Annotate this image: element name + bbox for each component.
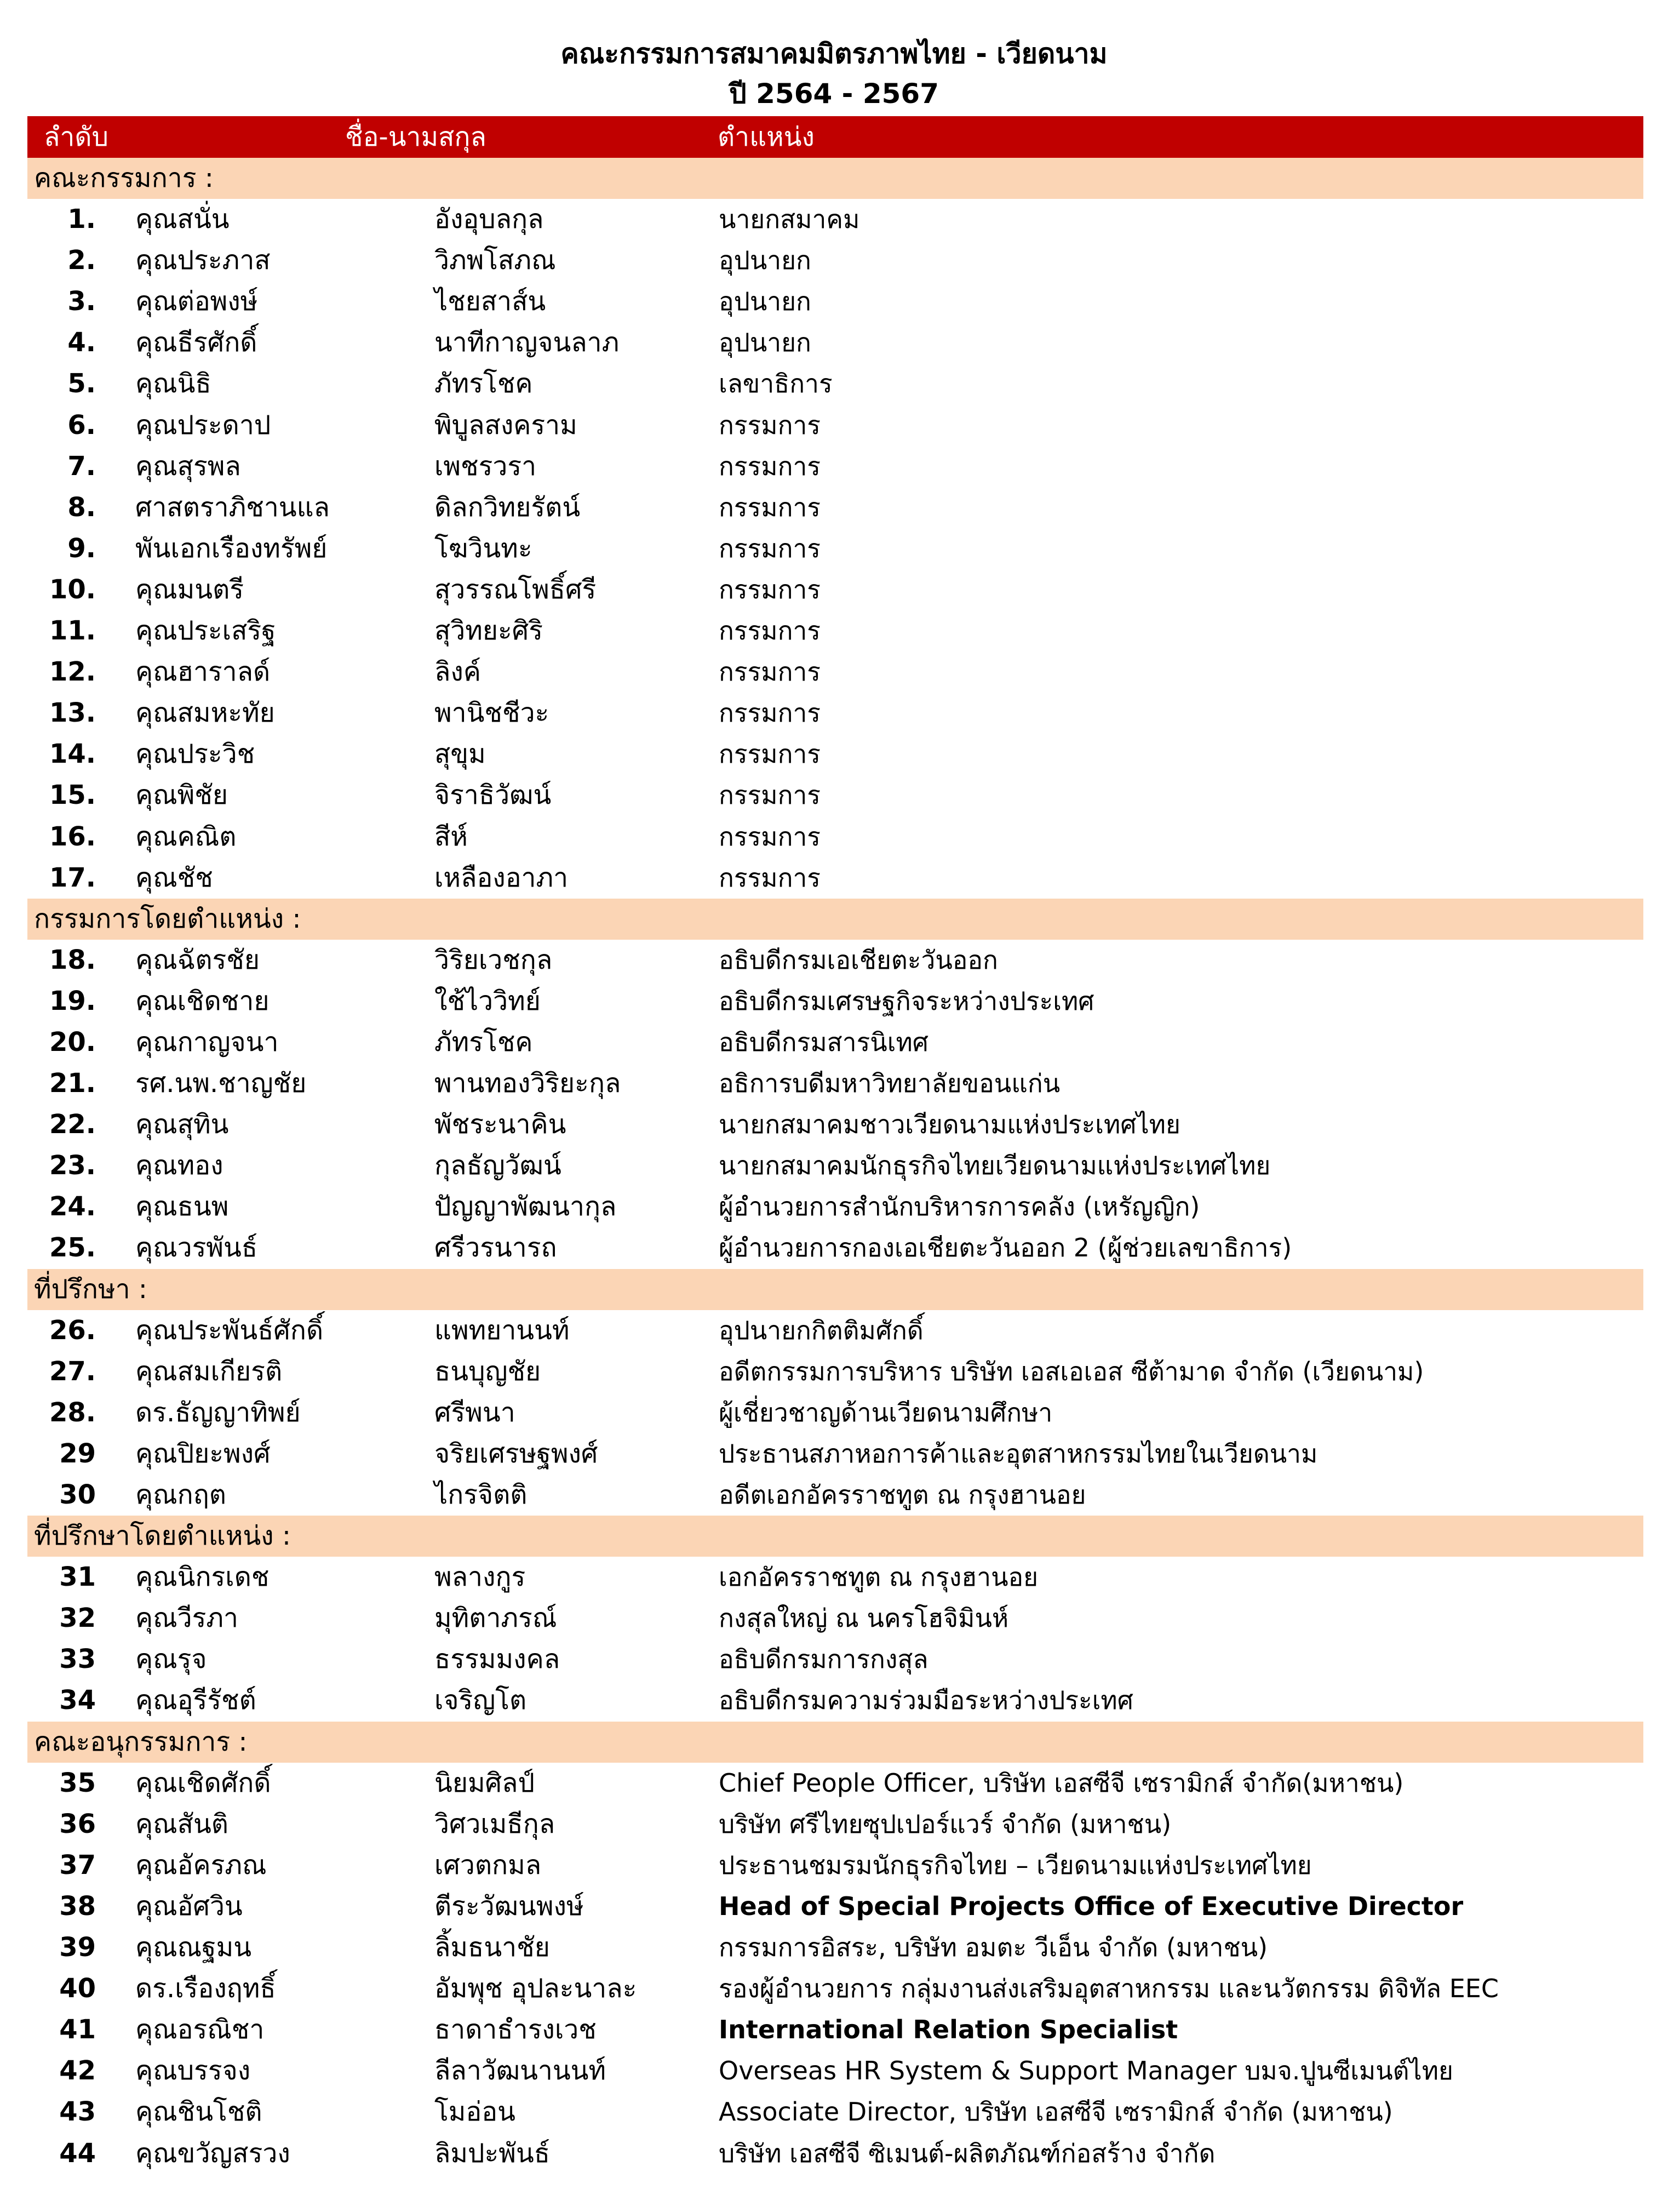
table-row [27,199,1643,240]
last-name: ศรีพนา [434,1397,515,1428]
first-name: คุณประภาส [135,245,271,276]
first-name: คุณอัครภณ [135,1849,267,1881]
position: กรรมการ [719,574,821,604]
last-name: พิบูลสงคราม [434,409,577,441]
header-name: ชื่อ-นามสกุล [345,122,486,152]
section-header: ที่ปรึกษา : [27,1269,1643,1310]
row-number: 12. [49,656,96,688]
first-name: รศ.นพ.ชาญชัย [135,1068,307,1099]
table-row [27,1680,1643,1721]
position: อธิบดีกรมการกงสุล [719,1644,928,1674]
section-header: กรรมการโดยตำแหน่ง : [27,899,1643,940]
row-number: 25. [49,1232,96,1264]
document-subtitle: ปี 2564 - 2567 [729,78,939,110]
table-row [27,1392,1643,1433]
last-name: ไกรจิตติ [434,1479,528,1510]
table-row [27,281,1643,322]
last-name: สุวรรณโพธิ์ศรี [434,574,597,605]
first-name: คุณกฤต [135,1479,226,1510]
first-name: ดร.ธัญญาทิพย์ [135,1397,301,1428]
row-number: 39 [59,1932,96,1963]
table-row [27,1186,1643,1227]
row-number: 41 [59,2014,96,2045]
last-name: ลิมปะพันธ์ [434,2137,551,2169]
row-number: 6. [67,409,96,441]
table-row [27,1104,1643,1145]
position: นายกสมาคม [719,204,860,235]
last-name: วิริยเวชกุล [434,944,553,975]
last-name: พัชระนาคิน [434,1109,566,1140]
table-row [27,1845,1643,1886]
table-row [27,1022,1643,1063]
row-number: 11. [49,615,96,647]
position: กรรมการ [719,821,821,851]
last-name: ธาดาธำรงเวช [434,2014,597,2045]
row-number: 8. [67,491,96,523]
last-name: ธนบุญชัย [434,1356,541,1387]
row-number: 5. [67,368,96,399]
row-number: 37 [59,1849,96,1881]
row-number: 9. [67,533,96,564]
table-row [27,1927,1643,1968]
row-number: 29 [59,1438,96,1469]
row-number: 22. [49,1109,96,1140]
position: กรรมการอิสระ, บริษัท อมตะ วีเอ็น จำกัด (มหาชน) [719,1933,1268,1963]
first-name: คุณอุรีรัชต์ [135,1685,256,1716]
first-name: คุณสันติ [135,1808,228,1839]
table-row [27,940,1643,981]
first-name: คุณประวิช [135,739,255,770]
row-number: 26. [49,1314,96,1346]
table-row [27,2050,1643,2091]
position: กรรมการ [719,698,821,728]
table-header [27,116,1643,158]
row-number: 35 [59,1767,96,1798]
first-name: ศาสตราภิชานแล [135,491,330,523]
table-row [27,1886,1643,1927]
position: อธิบดีกรมเอเชียตะวันออก [719,945,998,975]
position: กรรมการ [719,492,821,522]
last-name: เศวตกมล [434,1849,542,1881]
last-name: ลิ้มธนาชัย [434,1932,550,1963]
row-number: 21. [49,1068,96,1099]
position: บริษัท เอสซีจี ซิเมนต์-ผลิตภัณฑ์ก่อสร้าง จำกัด [719,2138,1216,2168]
position: กรรมการ [719,616,821,646]
row-number: 20. [49,1026,96,1058]
last-name: อัมพุช อุปละนาละ [434,1973,637,2004]
row-number: 14. [49,739,96,770]
first-name: คุณทอง [135,1150,223,1181]
row-number: 16. [49,821,96,852]
position: อธิบดีกรมเศรษฐกิจระหว่างประเทศ [719,986,1094,1016]
table-row [27,1351,1643,1392]
table-row [27,1063,1643,1104]
first-name: คุณประดาป [135,409,271,441]
first-name: คุณเชิดศักดิ์ [135,1767,271,1798]
table-row [27,363,1643,404]
position: เอกอัครราชทูต ณ กรุงฮานอย [719,1562,1039,1592]
last-name: พลางกูร [434,1562,526,1593]
table-row [27,240,1643,281]
position: กรรมการ [719,657,821,687]
first-name: คุณประพันธ์ศักดิ์ [135,1314,324,1346]
last-name: ปัญญาพัฒนากุล [434,1191,617,1222]
position: International Relation Specialist [719,2015,1178,2045]
table-row [27,446,1643,487]
last-name: แพทยานนท์ [434,1314,570,1346]
last-name: สุวิทยะศิริ [434,615,543,647]
first-name: คุณพิชัย [135,780,228,811]
position: อุปนายก [719,287,811,317]
table-row [27,693,1643,734]
position: กรรมการ [719,862,821,893]
table-row [27,1763,1643,1804]
position: ผู้เชี่ยวชาญด้านเวียดนามศึกษา [719,1397,1053,1427]
table-row [27,1557,1643,1598]
first-name: คุณฉัตรชัย [135,944,260,975]
last-name: จิราธิวัฒน์ [434,780,552,811]
table-row [27,858,1643,899]
last-name: โมอ่อน [434,2096,515,2128]
table-row [27,1639,1643,1680]
committee-table [27,158,1643,2174]
first-name: คุณสมเกียรติ [135,1356,283,1387]
row-number: 32 [59,1603,96,1634]
position: อธิบดีกรมความร่วมมือระหว่างประเทศ [719,1685,1133,1716]
position: กรรมการ [719,780,821,810]
last-name: สุขุม [434,739,486,770]
row-number: 31 [59,1562,96,1593]
row-number: 33 [59,1644,96,1675]
row-number: 27. [49,1356,96,1387]
first-name: คุณวรพันธ์ [135,1232,258,1264]
last-name: จริยเศรษฐพงศ์ [434,1438,598,1469]
table-row [27,651,1643,693]
first-name: คุณอัศวิน [135,1890,243,1922]
position: อุปนายก [719,245,811,276]
last-name: ธรรมมงคล [434,1644,560,1675]
table-row [27,1598,1643,1639]
first-name: คุณขวัญสรวง [135,2137,290,2169]
first-name: คุณอรณิชา [135,2014,265,2045]
row-number: 1. [67,204,96,235]
last-name: วิภพโสภณ [434,245,556,276]
table-row [27,775,1643,816]
row-number: 38 [59,1890,96,1922]
last-name: นาทีกาญจนลาภ [434,327,620,358]
last-name: อังอุบลกุล [434,204,544,235]
last-name: กุลธัญวัฒน์ [434,1150,561,1181]
last-name: ใช้ไววิทย์ [434,985,541,1016]
position: กรรมการ [719,410,821,440]
table-row [27,981,1643,1022]
last-name: พานทองวิริยะกุล [434,1068,621,1099]
header-no: ลำดับ [44,122,109,152]
row-number: 23. [49,1150,96,1181]
table-row [27,1474,1643,1516]
position: Overseas HR System & Support Manager บมจ.ปูนซีเมนต์ไทย [719,2056,1453,2086]
last-name: ภัทรโชค [434,1026,533,1058]
last-name: ไชยสาส์น [434,286,546,317]
last-name: มุทิตาภรณ์ [434,1603,557,1634]
last-name: ลิงค์ [434,656,481,688]
position: กงสุลใหญ่ ณ นครโฮจิมินห์ [719,1603,1009,1633]
first-name: คุณมนตรี [135,574,244,605]
table-row [27,2133,1643,2174]
position: บริษัท ศรีไทยซุปเปอร์แวร์ จำกัด (มหาชน) [719,1809,1172,1839]
row-number: 30 [59,1479,96,1510]
position: นายกสมาคมชาวเวียดนามแห่งประเทศไทย [719,1110,1180,1140]
position: ประธานสภาหอการค้าและอุตสาหกรรมไทยในเวียดนาม [719,1438,1318,1468]
first-name: คุณเชิดชาย [135,985,270,1016]
table-row [27,528,1643,569]
position: ผู้อำนวยการกองเอเชียตะวันออก 2 (ผู้ช่วยเลขาธิการ) [719,1233,1292,1263]
row-number: 3. [67,286,96,317]
table-row [27,322,1643,363]
table-row [27,1433,1643,1474]
last-name: ตีระวัฒนพงษ์ [434,1890,584,1922]
row-number: 42 [59,2055,96,2087]
position: Associate Director, บริษัท เอสซีจี เซรามิกส์ จำกัด (มหาชน) [719,2097,1393,2127]
section-header: ที่ปรึกษาโดยตำแหน่ง : [27,1516,1643,1557]
table-row [27,734,1643,775]
row-number: 17. [49,862,96,893]
first-name: คุณธีรศักดิ์ [135,327,257,358]
row-number: 19. [49,985,96,1016]
first-name: คุณสุทิน [135,1109,229,1140]
position: Head of Special Projects Office of Executive Director [719,1891,1464,1921]
position: เลขาธิการ [719,369,833,399]
row-number: 28. [49,1397,96,1428]
position: อธิการบดีมหาวิทยาลัยขอนแก่น [719,1068,1061,1099]
first-name: คุณปิยะพงศ์ [135,1438,271,1469]
first-name: พันเอกเรืองทรัพย์ [135,533,328,564]
table-row [27,2091,1643,2133]
row-number: 10. [49,574,96,605]
section-header: คณะกรรมการ : [27,158,1643,199]
last-name: เหลืองอาภา [434,862,569,893]
table-row [27,569,1643,610]
last-name: ศรีวรนารถ [434,1232,557,1264]
last-name: สีห์ [434,821,468,852]
position: ผู้อำนวยการสำนักบริหารการคลัง (เหรัญญิก) [719,1192,1200,1222]
table-row [27,1227,1643,1268]
first-name: คุณธนพ [135,1191,229,1222]
last-name: ลีลาวัฒนานนท์ [434,2055,606,2087]
first-name: คุณสมหะทัย [135,698,275,729]
position: อุปนายกกิตติมศักดิ์ [719,1315,924,1345]
table-row [27,2009,1643,2050]
first-name: คุณสนั่น [135,204,230,235]
position: อดีตกรรมการบริหาร บริษัท เอสเอเอส ซีต้ามาด จำกัด (เวียดนาม) [719,1356,1424,1386]
row-number: 24. [49,1191,96,1222]
position: กรรมการ [719,739,821,769]
table-row [27,816,1643,858]
first-name: คุณณฐมน [135,1932,252,1963]
row-number: 4. [67,327,96,358]
first-name: คุณกาญจนา [135,1026,279,1058]
row-number: 44 [59,2137,96,2169]
last-name: โฆวินทะ [434,533,532,564]
last-name: นิยมศิลป์ [434,1767,535,1798]
row-number: 18. [49,944,96,975]
last-name: เพชรวรา [434,450,537,482]
position: อธิบดีกรมสารนิเทศ [719,1027,928,1057]
last-name: พานิชชีวะ [434,698,549,729]
position: กรรมการ [719,451,821,481]
header-position: ตำแหน่ง [718,122,815,152]
first-name: คุณชัช [135,862,213,893]
row-number: 7. [67,450,96,482]
row-number: 2. [67,245,96,276]
first-name: คุณต่อพงษ์ [135,286,258,317]
row-number: 15. [49,780,96,811]
last-name: ดิลกวิทยรัตน์ [434,491,581,523]
first-name: คุณนิธิ [135,368,211,399]
row-number: 43 [59,2096,96,2128]
last-name: เจริญโต [434,1685,527,1716]
row-number: 40 [59,1973,96,2004]
table-row [27,1968,1643,2009]
first-name: คุณสุรพล [135,450,241,482]
position: รองผู้อำนวยการ กลุ่มงานส่งเสริมอุตสาหกรรม และนวัตกรรม ดิจิทัล EEC [719,1974,1499,2004]
last-name: ภัทรโชค [434,368,533,399]
table-row [27,1804,1643,1845]
first-name: คุณวีรภา [135,1603,238,1634]
table-row [27,487,1643,528]
first-name: คุณชินโชติ [135,2096,262,2128]
position: นายกสมาคมนักธุรกิจไทยเวียดนามแห่งประเทศไทย [719,1151,1271,1181]
first-name: ดร.เรืองฤทธิ์ [135,1973,276,2004]
first-name: คุณบรรจง [135,2055,251,2087]
section-header: คณะอนุกรรมการ : [27,1722,1643,1763]
first-name: คุณประเสริฐ [135,615,276,647]
first-name: คุณฮาราลด์ [135,656,271,688]
position: กรรมการ [719,533,821,563]
last-name: วิศวเมธีกุล [434,1808,555,1839]
row-number: 13. [49,698,96,729]
first-name: คุณรุจ [135,1644,207,1675]
table-row [27,405,1643,446]
row-number: 34 [59,1685,96,1716]
first-name: คุณนิกรเดช [135,1562,270,1593]
position: อดีตเอกอัครราชทูต ณ กรุงฮานอย [719,1480,1086,1510]
table-row [27,1145,1643,1186]
position: ประธานชมรมนักธุรกิจไทย – เวียดนามแห่งประเทศไทย [719,1850,1312,1880]
position: Chief People Officer, บริษัท เอสซีจี เซรามิกส์ จำกัด(มหาชน) [719,1768,1404,1798]
table-row [27,610,1643,651]
table-row [27,1310,1643,1351]
row-number: 36 [59,1808,96,1839]
first-name: คุณคณิต [135,821,237,852]
position: อุปนายก [719,328,811,358]
document-title: คณะกรรมการสมาคมมิตรภาพไทย - เวียดนาม [560,38,1108,70]
